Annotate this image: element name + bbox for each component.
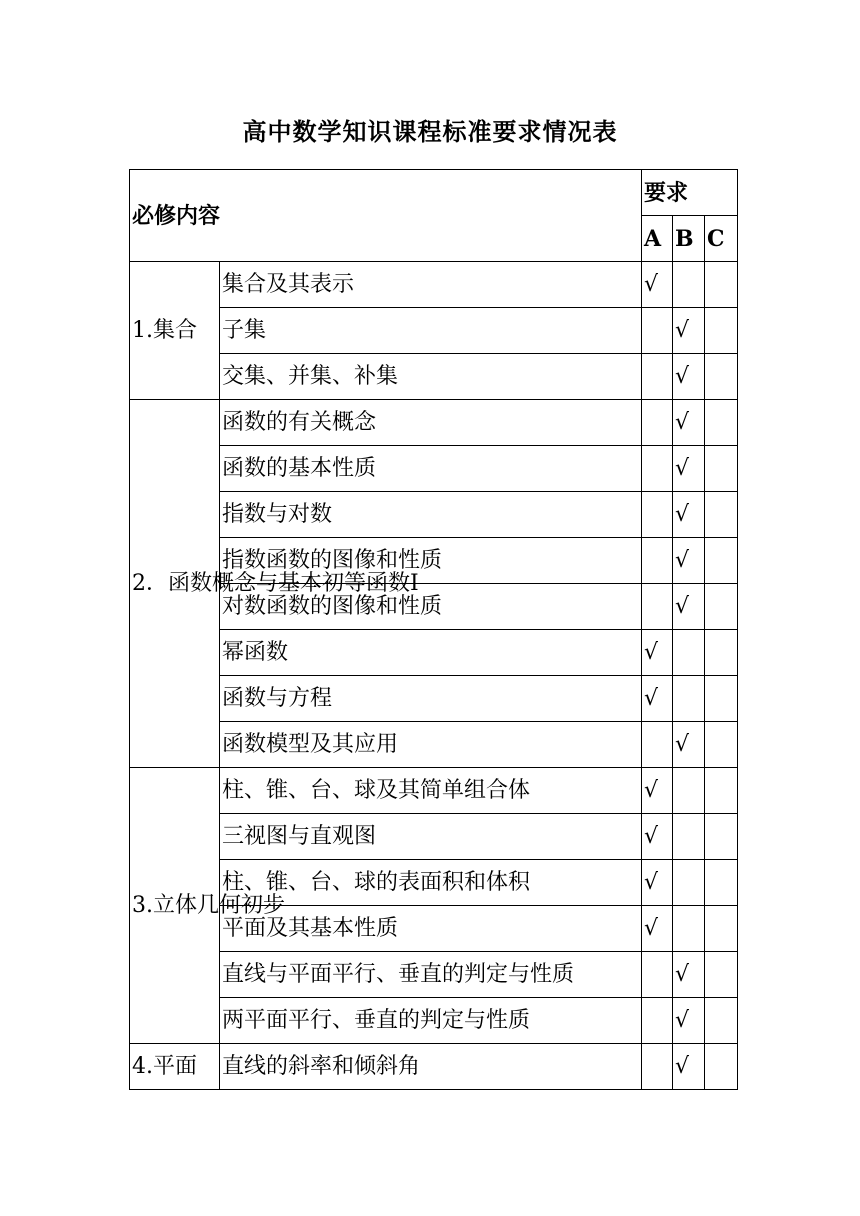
level-cell-c — [705, 1044, 738, 1090]
table-row — [130, 1044, 738, 1090]
level-cell-c — [705, 262, 738, 308]
level-cell-c — [705, 308, 738, 354]
level-header-c: C — [705, 216, 738, 262]
check-mark: √ — [673, 1044, 705, 1090]
table-row — [130, 630, 738, 676]
table-row — [130, 400, 738, 446]
check-mark: √ — [642, 768, 673, 814]
topic-cell: 指数函数的图像和性质 — [220, 538, 642, 584]
table-row — [130, 952, 738, 998]
topic-cell: 交集、并集、补集 — [220, 354, 642, 400]
level-cell-b — [673, 676, 705, 722]
topic-cell: 集合及其表示 — [220, 262, 642, 308]
level-cell-c — [705, 768, 738, 814]
level-cell-a — [642, 1044, 673, 1090]
check-mark: √ — [673, 492, 705, 538]
table-row — [130, 768, 738, 814]
table-row — [130, 722, 738, 768]
level-cell-a — [642, 584, 673, 630]
level-cell-a — [642, 998, 673, 1044]
level-cell-c — [705, 676, 738, 722]
check-mark: √ — [673, 998, 705, 1044]
level-cell-a — [642, 308, 673, 354]
level-cell-c — [705, 538, 738, 584]
requirements-table — [129, 169, 738, 1090]
check-mark: √ — [642, 814, 673, 860]
level-cell-c — [705, 998, 738, 1044]
requirement-header: 要求 — [642, 170, 738, 216]
topic-cell: 幂函数 — [220, 630, 642, 676]
check-mark: √ — [673, 308, 705, 354]
check-mark: √ — [642, 906, 673, 952]
level-cell-c — [705, 630, 738, 676]
check-mark: √ — [642, 676, 673, 722]
level-header-a: A — [642, 216, 673, 262]
topic-cell: 函数的有关概念 — [220, 400, 642, 446]
topic-cell: 柱、锥、台、球及其简单组合体 — [220, 768, 642, 814]
topic-cell: 子集 — [220, 308, 642, 354]
topic-cell: 指数与对数 — [220, 492, 642, 538]
level-cell-b — [673, 814, 705, 860]
category-cell: 1.集合 — [130, 262, 220, 400]
level-cell-b — [673, 768, 705, 814]
check-mark: √ — [673, 722, 705, 768]
level-cell-a — [642, 722, 673, 768]
level-cell-a — [642, 952, 673, 998]
level-cell-b — [673, 262, 705, 308]
level-cell-a — [642, 446, 673, 492]
topic-cell: 函数的基本性质 — [220, 446, 642, 492]
check-mark: √ — [673, 952, 705, 998]
topic-cell: 直线的斜率和倾斜角 — [220, 1044, 642, 1090]
level-cell-c — [705, 400, 738, 446]
check-mark: √ — [673, 538, 705, 584]
check-mark: √ — [642, 262, 673, 308]
check-mark: √ — [642, 630, 673, 676]
topic-cell: 三视图与直观图 — [220, 814, 642, 860]
level-cell-b — [673, 860, 705, 906]
level-cell-a — [642, 492, 673, 538]
level-cell-c — [705, 354, 738, 400]
check-mark: √ — [642, 860, 673, 906]
table-row — [130, 998, 738, 1044]
level-cell-c — [705, 584, 738, 630]
table-row — [130, 814, 738, 860]
content-header: 必修内容 — [130, 170, 642, 262]
level-cell-c — [705, 492, 738, 538]
topic-cell: 平面及其基本性质 — [220, 906, 642, 952]
category-cell: 4.平面 — [130, 1044, 220, 1090]
check-mark: √ — [673, 400, 705, 446]
level-cell-b — [673, 906, 705, 952]
level-cell-b — [673, 630, 705, 676]
topic-cell: 对数函数的图像和性质 — [220, 584, 642, 630]
level-cell-c — [705, 722, 738, 768]
table-row — [130, 354, 738, 400]
category-cell: 3.立体几何初步 — [130, 768, 220, 1044]
level-cell-c — [705, 446, 738, 492]
check-mark: √ — [673, 354, 705, 400]
level-header-b: B — [673, 216, 705, 262]
table-row — [130, 676, 738, 722]
level-cell-a — [642, 354, 673, 400]
table-row — [130, 492, 738, 538]
level-cell-c — [705, 860, 738, 906]
check-mark: √ — [673, 584, 705, 630]
page-title: 高中数学知识课程标准要求情况表 — [242, 117, 618, 146]
check-mark: √ — [673, 446, 705, 492]
table-row — [130, 262, 738, 308]
table-row — [130, 446, 738, 492]
topic-cell: 柱、锥、台、球的表面积和体积 — [220, 860, 642, 906]
category-cell: 2．函数概念与基本初等函数Ⅰ — [130, 400, 220, 768]
level-cell-a — [642, 400, 673, 446]
topic-cell: 直线与平面平行、垂直的判定与性质 — [220, 952, 642, 998]
level-cell-c — [705, 906, 738, 952]
topic-cell: 函数模型及其应用 — [220, 722, 642, 768]
header-row — [130, 170, 738, 216]
topic-cell: 函数与方程 — [220, 676, 642, 722]
level-cell-c — [705, 952, 738, 998]
table-row — [130, 308, 738, 354]
level-cell-a — [642, 538, 673, 584]
level-cell-c — [705, 814, 738, 860]
requirements-table-body — [130, 170, 738, 1090]
topic-cell: 两平面平行、垂直的判定与性质 — [220, 998, 642, 1044]
